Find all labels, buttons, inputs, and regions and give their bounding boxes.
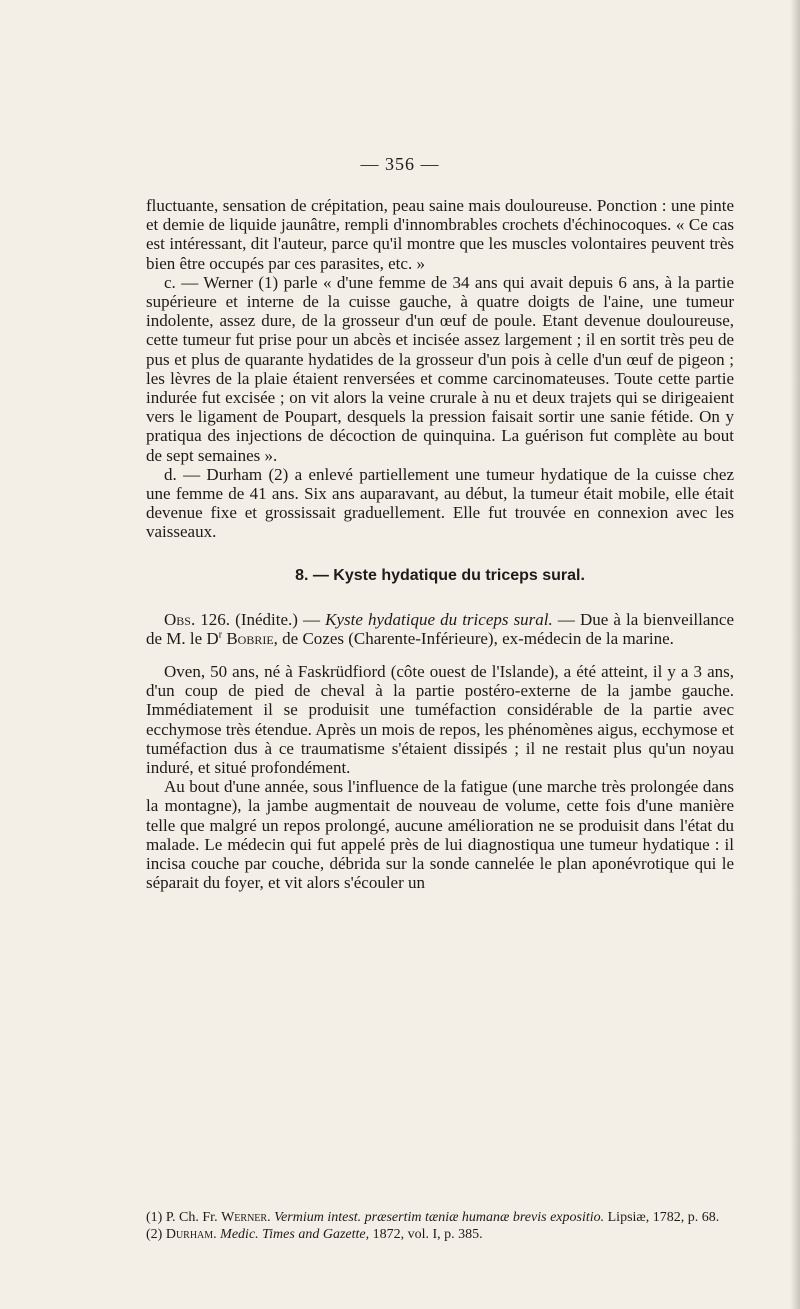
footnote-2-author: Durham. [165, 1227, 217, 1242]
footnote-1-number: (1) P. Ch. Fr. [146, 1210, 218, 1225]
footnote-1-title: Vermium intest. præsertim tæniæ humanæ brevis expositio. [274, 1210, 605, 1225]
doctor-name: Bobrie [226, 628, 274, 648]
section-title: 8. — Kyste hydatique du triceps sural. [295, 566, 585, 584]
footnote-2 [146, 1226, 734, 1243]
page-number: — 356 — [360, 154, 440, 174]
observation-text-a: — Due à la bienveillance de M. le D [146, 609, 735, 648]
observation-text-b: , de Cozes (Charente-Inférieure), ex-médecin de la marine. [273, 628, 674, 648]
footnote-2-rest: 1872, vol. I, p. 385. [372, 1227, 483, 1242]
footnote-2-title: Medic. Times and Gazette, [220, 1227, 370, 1242]
observation-status: (Inédite.) — [235, 609, 321, 629]
main-text [146, 196, 734, 893]
paragraph-werner: c. — Werner (1) parle « d'une femme de 34 ans qui avait depuis 6 ans, à la partie supérieure et interne de la cuisse gauche, à quatre doigts de l'aine, une tumeur indolente, assez dure, de la grosseur d'un œuf de poule. Etant devenue douloureuse, cette tumeur fut prise pour un abcès et incisée assez largement ; il en sortit très peu de pus et plus de quarante hydatides de la grosseur d'un pois à celle d'un œuf de pigeon ; les lèvres de la plaie étaient renversées et comme carcinomateuses. Toute cette partie indurée fut excisée ; on vit alors la veine crurale à nu et deux trajets qui se dirigeaient vers le ligament de Poupart, desquels la pression faisait sortir une sanie fétide. On y pratiqua des injections de décoction de quinquina. La guérison fut complète au bout de sept semaines ». [146, 272, 734, 465]
footnote-1-author: Werner. [221, 1210, 271, 1225]
footnote-2-number: (2) [146, 1227, 163, 1242]
observation-label: Obs. 126. [164, 609, 231, 629]
case-paragraph-1: Oven, 50 ans, né à Faskrüdfiord (côte ouest de l'Islande), a été atteint, il y a 3 ans, d'un coup de pied de cheval à la partie postéro-externe de la jambe gauche. Immédiatement il se produisit une tuméfaction considérable de la partie avec ecchymose très étendue. Après un mois de repos, les phénomènes aigus, ecchymose et tuméfaction dus à ce traumatisme s'étaient dissipés ; il ne restait plus qu'un noyau induré, et situé profondément. [146, 662, 734, 778]
paragraph-durham: d. — Durham (2) a enlevé partiellement une tumeur hydatique de la cuisse chez une femme de 41 ans. Six ans auparavant, au début, la tumeur était mobile, elle était devenue fixe et grossissait graduellement. Elle fut trouvée en connexion avec les vaisseaux. [146, 464, 734, 542]
footnote-1-rest: Lipsiæ, 1782, p. 68. [607, 1210, 720, 1225]
doctor-abbrev-sup: r [218, 629, 223, 641]
paragraph-continuation: fluctuante, sensation de crépitation, peau saine mais douloureuse. Ponction : une pinte et demie de liquide jaunâtre, rempli d'innombrables crochets d'échinocoques. « Ce cas est intéressant, dit l'auteur, parce qu'il montre que les muscles volontaires peuvent très bien être occupés par ces parasites, etc. » [146, 196, 734, 273]
case-paragraph-2: Au bout d'une année, sous l'influence de la fatigue (une marche très prolongée dans la montagne), la jambe augmentait de nouveau de volume, cette fois d'une manière telle que malgré un repos prolongé, aucune amélioration ne se produisit dans l'état du malade. Le médecin qui fut appelé près de lui diagnostiqua une tumeur hydatique : il incisa couche par couche, débrida sur la sonde cannelée le plan aponévrotique qui le séparait du foyer, et vit alors s'écouler un [146, 777, 734, 893]
observation-header [146, 610, 734, 648]
observation-title: Kyste hydatique du triceps sural. [325, 609, 553, 629]
page-edge-shadow [790, 0, 800, 1309]
footnotes [146, 1209, 734, 1243]
footnote-1 [146, 1209, 734, 1226]
